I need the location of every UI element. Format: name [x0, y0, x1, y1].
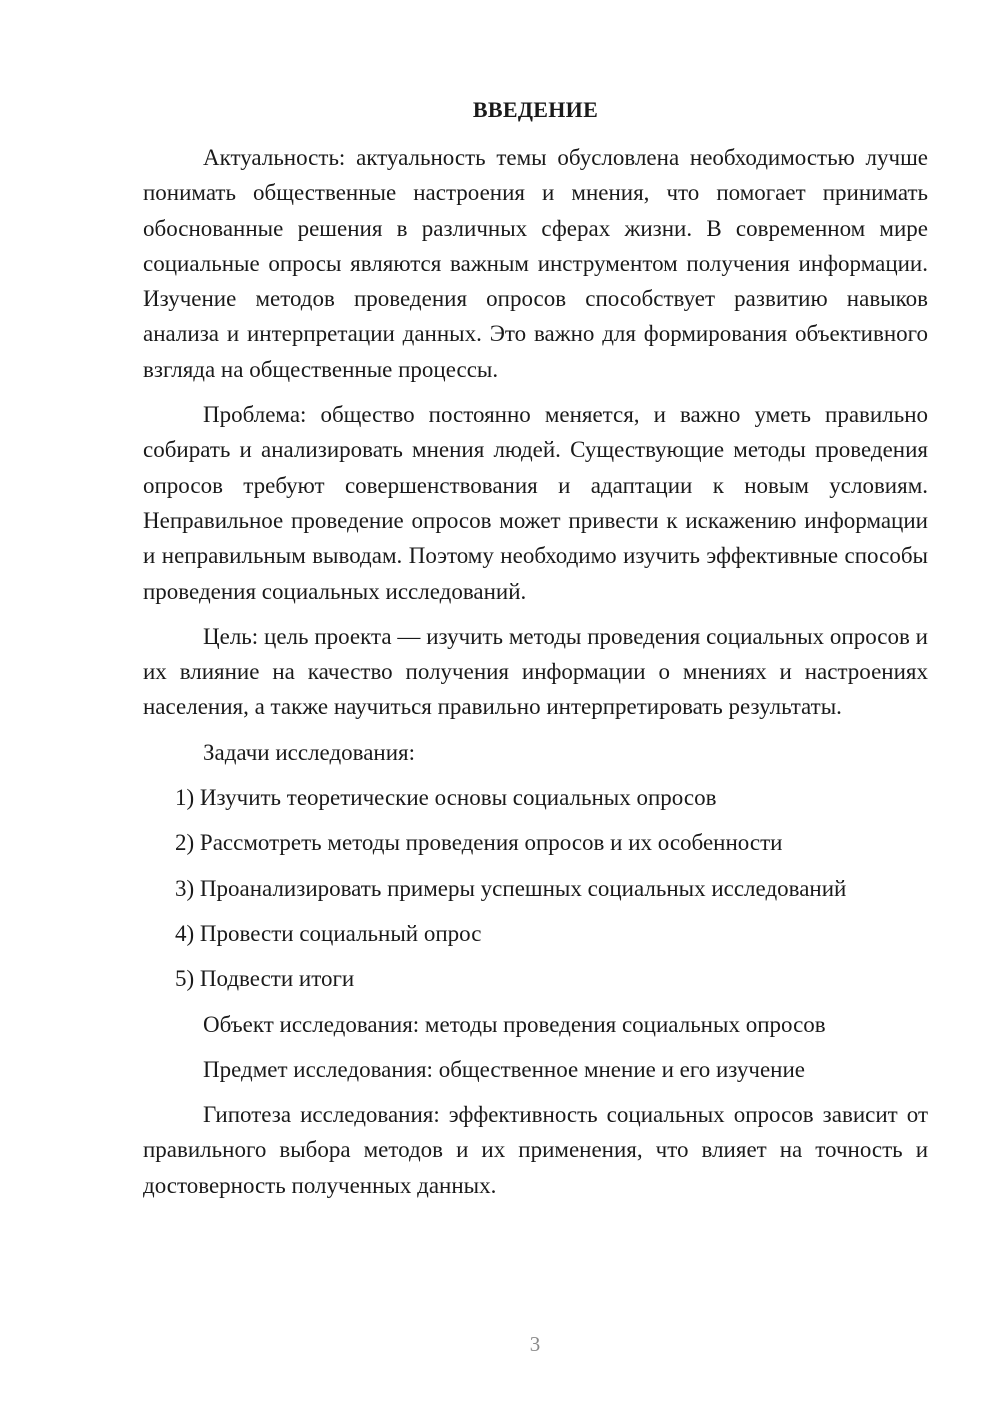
hypothesis-paragraph: Гипотеза исследования: эффективность социальных опросов зависит от правильного выбора методов и их применения, что влияет на точность и достоверность полученных данных.	[143, 1102, 928, 1198]
subject-paragraph: Предмет исследования: общественное мнение и его изучение	[203, 1056, 805, 1082]
list-item: 5) Подвести итоги	[175, 966, 355, 992]
relevance-paragraph: Актуальность: актуальность темы обусловлена необходимостью лучше понимать общественные настроения и мнения, что помогает принимать обоснованные решения в различных сферах жизни. В современном мире социальные опросы являются важным инструментом получения информации. Изучение методов проведения опросов способствует развитию навыков анализа и интерпретации данных. Это важно для формирования объективного взгляда на общественные процессы.	[143, 145, 928, 382]
goal-paragraph: Цель: цель проекта — изучить методы проведения социальных опросов и их влияние на качество получения информации о мнениях и настроениях населения, а также научиться правильно интерпретировать результаты.	[143, 623, 928, 720]
tasks-title: Задачи исследования:	[203, 739, 416, 765]
tasks-list	[143, 780, 928, 996]
object-paragraph: Объект исследования: методы проведения социальных опросов	[203, 1011, 826, 1037]
list-item: 2) Рассмотреть методы проведения опросов и их особенности	[175, 830, 783, 856]
list-item: 1) Изучить теоретические основы социальных опросов	[175, 785, 717, 811]
page-number: 3	[529, 1332, 541, 1356]
page-title: ВВЕДЕНИЕ	[472, 97, 599, 122]
list-item: 4) Провести социальный опрос	[175, 920, 482, 946]
problem-paragraph: Проблема: общество постоянно меняется, и важно уметь правильно собирать и анализировать мнения людей. Существующие методы проведения опросов требуют совершенствования и адаптации к новым условиям. Неправильное проведение опросов может привести к искажению информации и неправильным выводам. Поэтому необходимо изучить эффективные способы проведения социальных исследований.	[143, 402, 928, 604]
list-item: 3) Проанализировать примеры успешных социальных исследований	[175, 875, 847, 901]
page-content	[143, 90, 928, 1213]
